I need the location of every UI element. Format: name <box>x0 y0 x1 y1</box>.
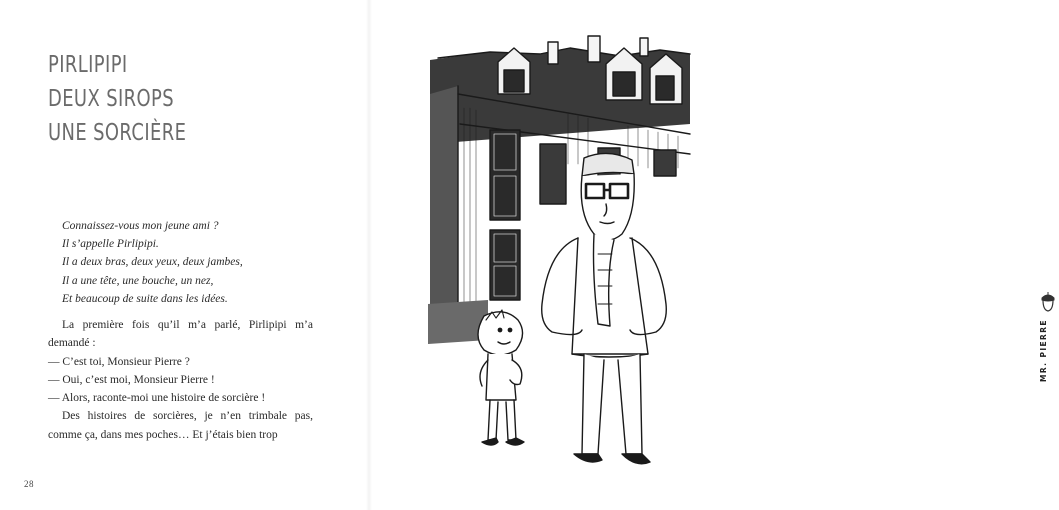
title-line-1: PIRLIPIPI <box>48 52 128 78</box>
page-number: 28 <box>24 479 34 489</box>
poem-line: Il a une tête, une bouche, un nez, <box>62 274 214 287</box>
poem <box>62 217 243 308</box>
title-line-2: DEUX SIROPS <box>48 86 175 112</box>
poem-line: Et beaucoup de suite dans les idées. <box>62 292 228 305</box>
right-page <box>368 0 1048 510</box>
dialogue-line: — Alors, raconte-moi une histoire de sorcière ! <box>48 392 266 405</box>
left-page <box>0 0 368 510</box>
chapter-title <box>48 48 186 150</box>
dialogue-line: — C’est toi, Monsieur Pierre ? <box>48 355 190 368</box>
artist-signature <box>1039 290 1059 380</box>
poem-line: Il a deux bras, deux yeux, deux jambes, <box>62 256 243 269</box>
street-scene-illustration <box>428 34 708 454</box>
title-line-3: UNE SORCIÈRE <box>48 120 187 146</box>
paragraph: Des histoires de sorcières, je n’en trimbale pas, comme ça, dans mes poches… Et j’étais bien trop <box>48 410 313 441</box>
poem-line: Connaissez-vous mon jeune ami ? <box>62 220 219 232</box>
body-text <box>48 316 313 444</box>
acorn-icon <box>1039 290 1057 312</box>
poem-line: Il s’appelle Pirlipipi. <box>62 238 159 251</box>
paragraph: La première fois qu’il m’a parlé, Pirlipipi m’a demandé : <box>48 319 313 350</box>
signature-text: MR. PIERRE <box>1039 319 1048 382</box>
dialogue-line: — Oui, c’est moi, Monsieur Pierre ! <box>48 373 215 386</box>
